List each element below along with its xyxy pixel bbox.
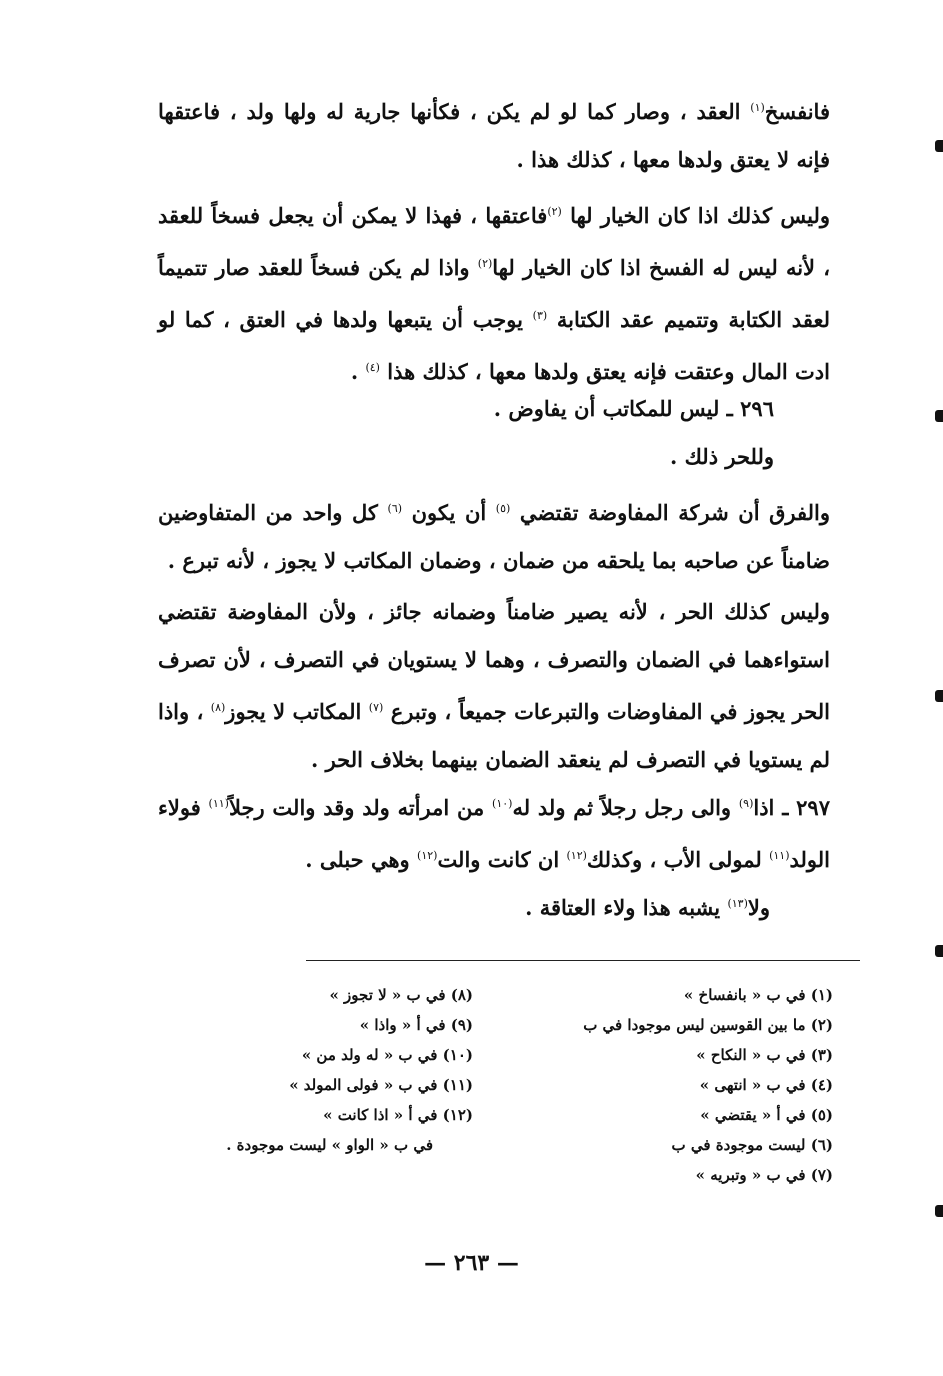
footnote: (٥) في أ « يقتضي » bbox=[700, 1106, 833, 1124]
footnote-ref: (١) bbox=[750, 101, 765, 114]
footnote-ref: (٧) bbox=[368, 701, 384, 714]
footnote-ref: (١٢) bbox=[417, 849, 438, 862]
footnote-ref: (٣) bbox=[532, 309, 548, 322]
footnote: في ب « الواو » ليست موجودة . bbox=[226, 1136, 433, 1154]
footnote: (٦) ليست موجودة في ب bbox=[671, 1136, 833, 1154]
footnote-ref: (١١) bbox=[208, 797, 229, 810]
footnote-ref: (٤) bbox=[365, 361, 380, 374]
text: ـ ليس للمكاتب أن يفاوض . bbox=[493, 396, 741, 421]
scan-mark bbox=[935, 1205, 943, 1217]
text: يوجب أن يتبعها ولدها في العتق ، كما لو ادت المال وعتقت فإنه يعتق ولدها معها ، كذلك هذا bbox=[158, 307, 830, 384]
footnote-ref: (٨) bbox=[210, 701, 226, 714]
text: أن يكون bbox=[402, 500, 496, 525]
text: يشبه هذا ولاء العتاقة . bbox=[525, 895, 728, 920]
paragraph-1 bbox=[158, 84, 830, 184]
text: وللحر ذلك . bbox=[669, 444, 774, 469]
footnote-ref: (١١) bbox=[769, 849, 790, 862]
text: كل واحد من المتفاوضين ضامناً عن صاحبه بما يلحقه من ضمان ، وضمان المكاتب لا يجوز ، لأنه تبرع . bbox=[158, 500, 830, 573]
footnote: (٣) في ب « النكاح » bbox=[696, 1046, 833, 1064]
footnote-ref: (٢) bbox=[547, 205, 562, 218]
section-296 bbox=[158, 385, 830, 481]
footnote: (٢) ما بين القوسين ليس موجودا في ب bbox=[583, 1016, 833, 1034]
footnote: (١) في ب « بانفساخ » bbox=[683, 986, 833, 1004]
text: واذا لم يكن فسخاً للعقد صار تتميماً لعقد الكتابة وتتميم عقد الكتابة bbox=[158, 255, 830, 332]
footnote: (٤) في ب « انتهى » bbox=[699, 1076, 833, 1094]
scan-mark bbox=[935, 690, 943, 702]
text: ، واذا لم يستويا في التصرف لم ينعقد الضمان بينهما بخلاف الحر . bbox=[158, 699, 830, 772]
footnote: (٧) في ب « وتبريه » bbox=[695, 1166, 833, 1184]
footnote-ref: (١٠) bbox=[492, 797, 513, 810]
text: من امرأته ولد وقد والت رجلاً bbox=[228, 795, 493, 820]
footnote-ref: (٦) bbox=[387, 502, 403, 515]
footnote-ref: (٥) bbox=[495, 502, 511, 515]
footnote: (٨) في ب « لا تجوز » bbox=[329, 986, 473, 1004]
footnotes-right bbox=[583, 980, 833, 1190]
text: والفرق أن شركة المفاوضة تقتضي bbox=[510, 500, 830, 525]
text: ـ اذا bbox=[753, 795, 797, 820]
footnote-ref: (٢) bbox=[477, 257, 493, 270]
section-number: ٢٩٧ bbox=[796, 795, 830, 820]
scan-mark bbox=[935, 410, 943, 422]
paragraph-5 bbox=[158, 880, 830, 932]
footnote: (١٢) في أ « اذا كانت » bbox=[323, 1106, 473, 1124]
footnote-ref: (١٢) bbox=[566, 849, 587, 862]
text: فولاء الولد bbox=[158, 795, 830, 872]
text: ان كانت والت bbox=[437, 847, 567, 872]
text: وليس كذلك الحر ، لأنه يصير ضامناً وضمانه جائز ، ولأن المفاوضة تقتضي استواءهما في الضمان والتصرف ، وهما لا يستويان في التصرف ، لأن تصرف الحر يجوز في المفاوضات والتبرعات جميعاً ، وتبرع bbox=[158, 599, 831, 724]
text: والى رجل رجلاً ثم ولد له bbox=[512, 795, 739, 820]
text: وليس كذلك اذا كان الخيار لها bbox=[561, 203, 830, 228]
footnote: (١٠) في ب « له ولد من » bbox=[301, 1046, 473, 1064]
text: فاعتقها ، فهذا لا يمكن أن يجعل فسخاً للعقد ، لأنه ليس له الفسخ اذا كان الخيار لها bbox=[158, 203, 830, 280]
footnote: (١١) في ب « فولى المولد » bbox=[289, 1076, 473, 1094]
page-number: — ٢٦٣ — bbox=[424, 1250, 519, 1276]
text: المكاتب لا يجوز bbox=[225, 699, 369, 724]
paragraph-3 bbox=[158, 485, 830, 585]
text: لمولى الأب ، وكذلك bbox=[586, 847, 770, 872]
footnote-ref: (١٣) bbox=[727, 897, 748, 910]
section-297 bbox=[158, 780, 830, 884]
scan-mark bbox=[935, 945, 943, 957]
footnote: (٩) في أ « واذا » bbox=[359, 1016, 473, 1034]
text: ولا bbox=[747, 895, 770, 920]
text: وهي حبلى . bbox=[305, 847, 418, 872]
text: فانفسخ bbox=[764, 99, 830, 124]
scan-mark bbox=[935, 140, 943, 152]
footnote-ref: (٩) bbox=[738, 797, 754, 810]
text: العقد ، وصار كما لو لم يكن ، فكأنها جارية له ولها ولد ، فاعتقها فإنه لا يعتق ولدها معها ، كذلك هذا . bbox=[158, 99, 830, 172]
section-number: ٢٩٦ bbox=[740, 396, 774, 421]
paragraph-2 bbox=[158, 188, 830, 396]
text: . bbox=[350, 359, 366, 384]
paragraph-4 bbox=[158, 588, 830, 784]
footnote-separator bbox=[306, 960, 860, 961]
footnotes-left bbox=[226, 980, 473, 1160]
